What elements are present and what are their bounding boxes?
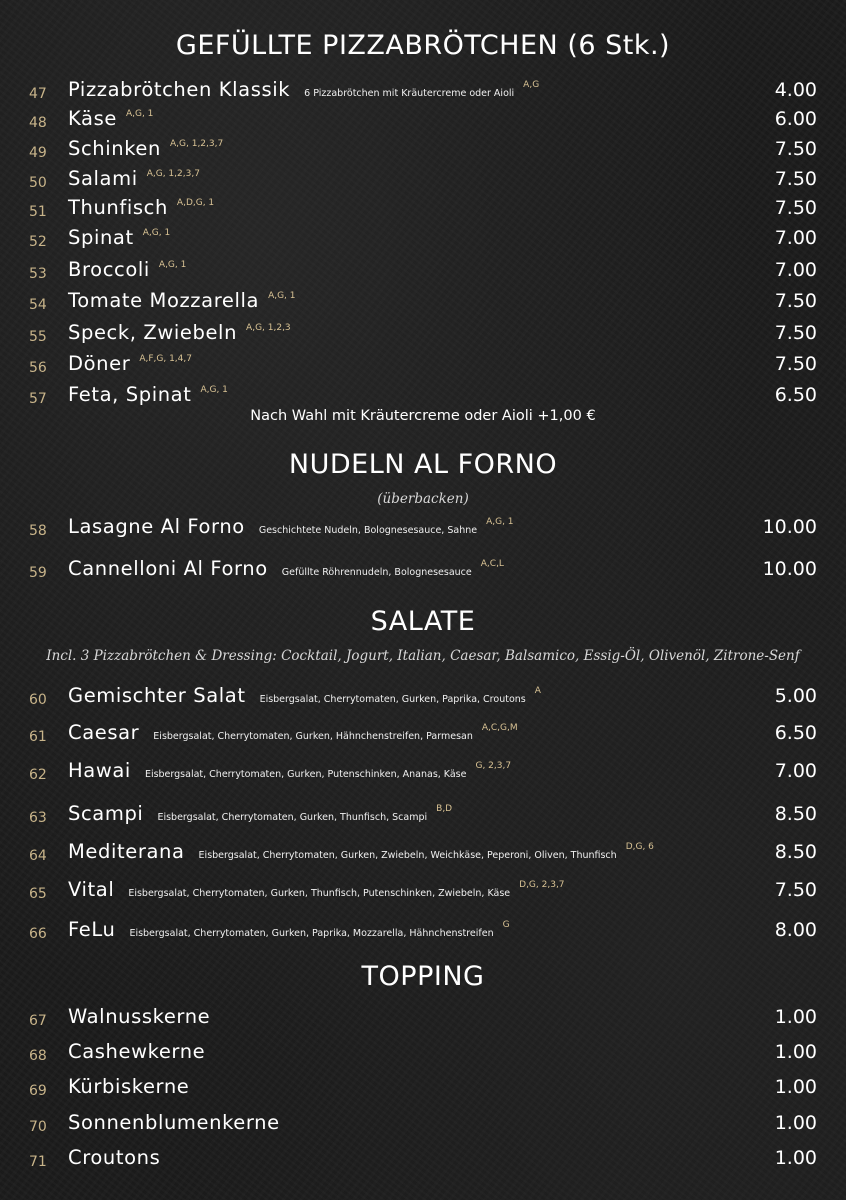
item-name-line: [68, 840, 654, 863]
item-number: 67: [29, 1013, 47, 1029]
item-name: Vital: [68, 878, 115, 901]
item-name: Mediterana: [68, 840, 185, 863]
item-price: 7.50: [774, 290, 817, 312]
item-description: Eisbergsalat, Cherrytomaten, Gurken, Hähnchenstreifen, Parmesan: [153, 731, 473, 742]
menu-item-row: [0, 107, 846, 137]
item-number: 47: [29, 86, 47, 102]
section-title-topping: TOPPING: [361, 961, 485, 992]
item-price: 10.00: [762, 558, 817, 580]
item-name-line: [68, 684, 541, 707]
item-description: Eisbergsalat, Cherrytomaten, Gurken, Thunfisch, Scampi: [157, 812, 428, 823]
item-name-line: [68, 1075, 189, 1098]
item-number: 64: [29, 848, 47, 864]
item-allergens: A,G, 1: [125, 109, 154, 119]
menu-item-row: [0, 1075, 846, 1105]
item-name: Gemischter Salat: [68, 684, 246, 707]
item-name: Spinat: [68, 226, 134, 249]
item-allergens: D,G, 2,3,7: [519, 880, 565, 890]
item-allergens: A,G, 1: [158, 260, 187, 270]
item-name-line: [68, 1040, 205, 1063]
item-name-line: [68, 196, 214, 219]
item-name: Salami: [68, 167, 138, 190]
item-allergens: A,C,L: [480, 559, 504, 569]
item-description: Eisbergsalat, Cherrytomaten, Gurken, Zwiebeln, Weichkäse, Peperoni, Oliven, Thunfisch: [198, 850, 617, 861]
item-price: 8.50: [774, 841, 817, 863]
item-number: 68: [29, 1048, 47, 1064]
item-name: Pizzabrötchen Klassik: [68, 78, 291, 101]
item-number: 61: [29, 729, 47, 745]
item-name-line: [68, 321, 291, 344]
item-price: 1.00: [774, 1006, 817, 1028]
item-price: 7.50: [774, 353, 817, 375]
item-name-line: [68, 759, 511, 782]
item-price: 7.00: [774, 760, 817, 782]
item-name: Schinken: [68, 137, 161, 160]
item-price: 7.00: [774, 227, 817, 249]
item-number: 52: [29, 234, 47, 250]
item-number: 53: [29, 266, 47, 282]
menu-item-row: [0, 289, 846, 319]
item-allergens: D,G, 6: [625, 842, 654, 852]
item-price: 10.00: [762, 516, 817, 538]
item-allergens: G, 2,3,7: [475, 761, 512, 771]
item-number: 62: [29, 767, 47, 783]
menu-item-row: [0, 258, 846, 288]
item-price: 7.50: [774, 168, 817, 190]
item-allergens: A,G, 1,2,3,7: [146, 169, 200, 179]
item-name-line: [68, 167, 200, 190]
item-allergens: A,G, 1,2,3,7: [170, 139, 224, 149]
item-number: 58: [29, 523, 47, 539]
item-price: 1.00: [774, 1076, 817, 1098]
item-name-line: [68, 258, 186, 281]
section-subtitle-nudeln: (überbacken): [377, 491, 469, 507]
item-name: Sonnenblumenkerne: [68, 1111, 280, 1134]
item-price: 7.50: [774, 879, 817, 901]
item-price: 1.00: [774, 1147, 817, 1169]
item-allergens: A,G, 1: [142, 228, 171, 238]
menu-item-row: [0, 840, 846, 870]
item-name-line: [68, 515, 514, 538]
item-allergens: A,G, 1,2,3: [246, 323, 291, 333]
item-name-line: [68, 918, 510, 941]
item-number: 49: [29, 145, 47, 161]
item-description: Eisbergsalat, Cherrytomaten, Gurken, Paprika, Mozzarella, Hähnchenstreifen: [129, 928, 494, 939]
item-name: Croutons: [68, 1146, 161, 1169]
item-allergens: B,D: [436, 804, 453, 814]
item-price: 7.50: [774, 322, 817, 344]
item-price: 6.50: [774, 384, 817, 406]
item-description: 6 Pizzabrötchen mit Kräutercreme oder Aioli: [304, 88, 515, 99]
menu-item-row: [0, 321, 846, 351]
item-description: Eisbergsalat, Cherrytomaten, Gurken, Putenschinken, Ananas, Käse: [144, 769, 467, 780]
item-name: Feta, Spinat: [68, 383, 192, 406]
item-name-line: [68, 352, 192, 375]
menu-item-row: [0, 1146, 846, 1176]
menu-item-row: [0, 196, 846, 226]
menu-item-row: [0, 1111, 846, 1141]
item-name-line: [68, 289, 296, 312]
item-name: Kürbiskerne: [68, 1075, 190, 1098]
item-description: Eisbergsalat, Cherrytomaten, Gurken, Thunfisch, Putenschinken, Zwiebeln, Käse: [128, 888, 511, 899]
menu-item-row: [0, 721, 846, 751]
item-price: 6.00: [774, 108, 817, 130]
item-allergens: G: [502, 920, 510, 930]
item-name-line: [68, 1146, 160, 1169]
item-allergens: A,F,G, 1,4,7: [139, 354, 192, 364]
item-name: Lasagne Al Forno: [68, 515, 245, 538]
item-name-line: [68, 107, 153, 130]
item-name-line: [68, 802, 452, 825]
item-name-line: [68, 721, 518, 744]
item-name-line: [68, 878, 565, 901]
item-number: 71: [29, 1154, 47, 1170]
menu-item-row: [0, 918, 846, 948]
section-title-salate: SALATE: [370, 606, 476, 637]
item-name-line: [68, 383, 228, 406]
menu-item-row: [0, 352, 846, 382]
item-price: 7.00: [774, 259, 817, 281]
item-name: Käse: [68, 107, 117, 130]
item-name-line: [68, 1111, 280, 1134]
item-price: 4.00: [774, 79, 817, 101]
menu-item-row: [0, 515, 846, 545]
item-number: 59: [29, 565, 47, 581]
item-description: Gefüllte Röhrennudeln, Bolognesesauce: [281, 567, 472, 578]
menu-item-row: [0, 878, 846, 908]
item-allergens: A,C,G,M: [481, 723, 518, 733]
item-allergens: A,D,G, 1: [176, 198, 215, 208]
item-name: Cashewkerne: [68, 1040, 206, 1063]
item-name-line: [68, 226, 170, 249]
item-number: 66: [29, 926, 47, 942]
item-number: 55: [29, 329, 47, 345]
item-price: 1.00: [774, 1112, 817, 1134]
item-name: Thunfisch: [68, 196, 168, 219]
item-number: 56: [29, 360, 47, 376]
menu-item-row: [0, 1040, 846, 1070]
item-number: 65: [29, 886, 47, 902]
item-price: 8.00: [774, 919, 817, 941]
item-number: 63: [29, 810, 47, 826]
menu-item-row: [0, 1005, 846, 1035]
item-number: 57: [29, 391, 47, 407]
item-name: Scampi: [68, 802, 144, 825]
item-number: 48: [29, 115, 47, 131]
item-price: 7.50: [774, 197, 817, 219]
item-number: 50: [29, 175, 47, 191]
item-name: Tomate Mozzarella: [68, 289, 260, 312]
item-allergens: A,G: [523, 80, 540, 90]
item-name-line: [68, 557, 504, 580]
item-price: 7.50: [774, 138, 817, 160]
item-price: 8.50: [774, 803, 817, 825]
item-name-line: [68, 137, 223, 160]
item-number: 54: [29, 297, 47, 313]
item-number: 70: [29, 1119, 47, 1135]
item-name: Hawai: [68, 759, 131, 782]
menu-item-row: [0, 78, 846, 108]
pizzabroetchen-note: Nach Wahl mit Kräutercreme oder Aioli +1,00 €: [250, 408, 596, 424]
item-number: 51: [29, 204, 47, 220]
item-name: FeLu: [68, 918, 116, 941]
item-name-line: [68, 78, 539, 101]
item-description: Geschichtete Nudeln, Bolognesesauce, Sahne: [258, 525, 478, 536]
menu-item-row: [0, 226, 846, 256]
section-title-pizzabroetchen: GEFÜLLTE PIZZABRÖTCHEN (6 Stk.): [175, 30, 671, 61]
menu-item-row: [0, 802, 846, 832]
item-name: Cannelloni Al Forno: [68, 557, 268, 580]
item-allergens: A,G, 1: [268, 291, 296, 301]
item-price: 6.50: [774, 722, 817, 744]
item-name: Walnusskerne: [68, 1005, 211, 1028]
item-number: 60: [29, 692, 47, 708]
section-title-nudeln: NUDELN AL FORNO: [288, 449, 558, 480]
section-subtitle-salate: Incl. 3 Pizzabrötchen & Dressing: Cocktail, Jogurt, Italian, Caesar, Balsamico, Essig-Öl, Olivenöl, Zitrone-Senf: [46, 648, 800, 664]
item-number: 69: [29, 1083, 47, 1099]
item-description: Eisbergsalat, Cherrytomaten, Gurken, Paprika, Croutons: [259, 694, 526, 705]
menu-item-row: [0, 557, 846, 587]
item-allergens: A,G, 1: [200, 385, 228, 395]
item-price: 5.00: [774, 685, 817, 707]
item-name-line: [68, 1005, 210, 1028]
item-name: Caesar: [68, 721, 140, 744]
item-name: Speck, Zwiebeln: [68, 321, 238, 344]
item-allergens: A: [534, 686, 541, 696]
item-price: 1.00: [774, 1041, 817, 1063]
menu-item-row: [0, 759, 846, 789]
menu-item-row: [0, 684, 846, 714]
item-allergens: A,G, 1: [486, 517, 514, 527]
item-name: Döner: [68, 352, 131, 375]
menu-item-row: [0, 167, 846, 197]
menu-item-row: [0, 137, 846, 167]
item-name: Broccoli: [68, 258, 150, 281]
